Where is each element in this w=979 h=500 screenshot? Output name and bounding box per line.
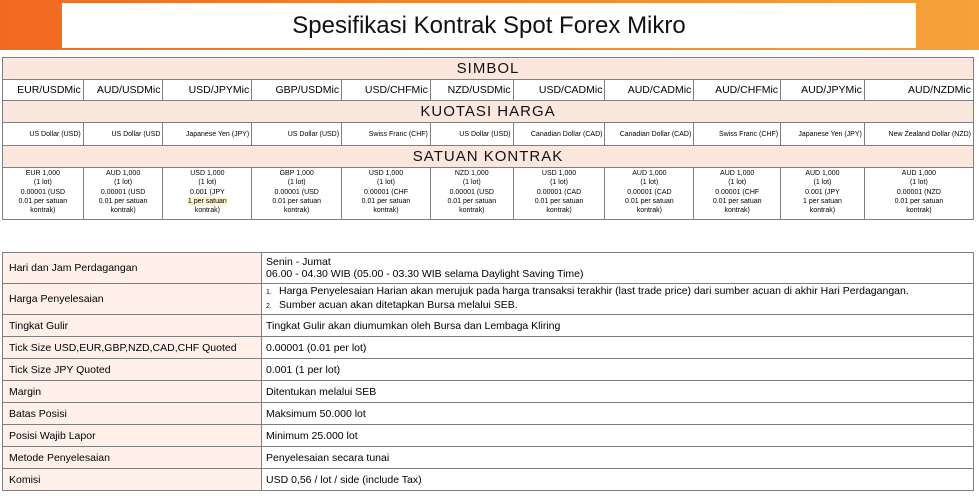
- unit-line: 0.01 per satuan: [894, 197, 944, 205]
- unit-heading-row: [3, 146, 974, 168]
- unit-line: (1 lot): [377, 179, 395, 187]
- unit-line: 1 per satuan: [802, 197, 842, 205]
- quote-cell: Japanese Yen (JPY): [781, 123, 865, 146]
- detail-value: [262, 253, 974, 284]
- unit-line: USD 1,000: [368, 170, 404, 177]
- symbol-row: [3, 80, 974, 101]
- unit-line: 0.00001 (USD: [274, 188, 319, 196]
- unit-line: kontrak): [110, 207, 136, 215]
- unit-line: AUD 1,000: [632, 170, 667, 177]
- unit-line: USD 1,000: [190, 170, 225, 177]
- detail-label: Posisi Wajib Lapor: [3, 425, 262, 447]
- detail-value: [262, 337, 974, 359]
- detail-label: Harga Penyelesaian: [3, 284, 262, 315]
- detail-value: [262, 425, 974, 447]
- symbol-cell: USD/JPYMic: [163, 80, 252, 101]
- detail-label: Batas Posisi: [3, 403, 262, 425]
- unit-line: 0.00001 (CHF: [364, 188, 408, 196]
- unit-cell: [864, 168, 973, 220]
- unit-line: 0.01 per satuan: [447, 197, 497, 205]
- unit-line: kontrak): [284, 207, 310, 215]
- symbol-cell: AUD/JPYMic: [781, 80, 865, 101]
- unit-line: 0.00001 (CHF: [715, 188, 760, 196]
- detail-label: Tick Size USD,EUR,GBP,NZD,CAD,CHF Quoted: [3, 337, 262, 359]
- unit-line: (1 lot): [114, 179, 133, 187]
- unit-line: 0.00001 (USD: [449, 188, 494, 196]
- unit-line: 0.00001 (USD: [20, 188, 66, 196]
- unit-cell: [3, 168, 84, 220]
- detail-value-line: Penyelesaian secara tunai: [266, 451, 390, 464]
- unit-line: (1 lot): [550, 179, 568, 187]
- symbol-heading: SIMBOL: [3, 58, 974, 80]
- unit-line: (1 lot): [287, 179, 306, 187]
- detail-value: [262, 403, 974, 425]
- detail-value-line: 0.00001 (0.01 per lot): [266, 341, 367, 354]
- unit-line: AUD 1,000: [805, 170, 840, 177]
- unit-line: (1 lot): [462, 179, 481, 187]
- detail-row: [3, 359, 974, 381]
- quote-cell: Swiss Franc (CHF): [694, 123, 781, 146]
- detail-value: [262, 447, 974, 469]
- unit-line: (1 lot): [640, 179, 659, 187]
- unit-cell: [781, 168, 865, 220]
- unit-line: kontrak): [546, 207, 572, 215]
- quote-cell: New Zealand Dollar (NZD): [864, 123, 973, 146]
- detail-row: [3, 315, 974, 337]
- unit-cell: [513, 168, 605, 220]
- numbered-item: [266, 285, 973, 299]
- detail-label: Komisi: [3, 469, 262, 491]
- unit-line: 0.00001 (CAD: [627, 188, 672, 196]
- detail-value: [262, 284, 974, 315]
- detail-label: Margin: [3, 381, 262, 403]
- detail-row: [3, 447, 974, 469]
- item-number: 1.: [266, 289, 272, 296]
- detail-value-line: Minimum 25.000 lot: [266, 429, 358, 442]
- quote-cell: US Dollar (USD): [3, 123, 84, 146]
- detail-label: Hari dan Jam Perdagangan: [3, 253, 262, 284]
- unit-line: 0.001 (JPY: [805, 188, 840, 196]
- unit-line: 0.01 per satuan: [18, 197, 68, 205]
- unit-line: AUD 1,000: [720, 170, 755, 177]
- item-text: Sumber acuan akan ditetapkan Bursa melalui SEB.: [279, 299, 518, 311]
- unit-line: GBP 1,000: [279, 170, 314, 177]
- symbol-heading-row: [3, 58, 974, 80]
- detail-value: [262, 469, 974, 491]
- detail-value-line: Maksimum 50.000 lot: [266, 407, 366, 420]
- quote-cell: Japanese Yen (JPY): [163, 123, 252, 146]
- detail-row: [3, 284, 974, 315]
- unit-line: 0.01 per satuan: [712, 197, 762, 205]
- detail-value-line: 06.00 - 04.30 WIB (05.00 - 03.30 WIB selama Daylight Saving Time): [266, 268, 584, 280]
- unit-cell: [430, 168, 513, 220]
- detail-row: [3, 403, 974, 425]
- detail-value-line: USD 0,56 / lot / side (include Tax): [266, 473, 422, 486]
- detail-value-line: Tingkat Gulir akan diumumkan oleh Bursa dan Lembaga Kliring: [266, 319, 561, 332]
- detail-label: Tingkat Gulir: [3, 315, 262, 337]
- detail-label: Tick Size JPY Quoted: [3, 359, 262, 381]
- symbol-cell: AUD/USDMic: [83, 80, 163, 101]
- quote-row: [3, 123, 974, 146]
- detail-row: [3, 469, 974, 491]
- detail-row: [3, 425, 974, 447]
- quote-cell: US Dollar (USD: [83, 123, 163, 146]
- unit-line: kontrak): [30, 207, 56, 215]
- unit-line: AUD 1,000: [901, 170, 937, 177]
- detail-row: [3, 337, 974, 359]
- unit-row: [3, 168, 974, 220]
- unit-line: kontrak): [809, 207, 836, 215]
- unit-line: 0.00001 (CAD: [536, 188, 582, 196]
- symbol-cell: AUD/NZDMic: [864, 80, 973, 101]
- unit-line: (1 lot): [198, 179, 217, 187]
- unit-cell: [342, 168, 431, 220]
- detail-value: [262, 381, 974, 403]
- unit-cell: [605, 168, 694, 220]
- unit-line: kontrak): [194, 207, 220, 215]
- symbol-cell: USD/CADMic: [513, 80, 605, 101]
- unit-line: AUD 1,000: [105, 170, 141, 177]
- symbol-cell: GBP/USDMic: [252, 80, 342, 101]
- symbol-cell: EUR/USDMic: [3, 80, 84, 101]
- unit-line: 0.00001 (USD: [100, 188, 146, 196]
- unit-line: kontrak): [724, 207, 750, 215]
- unit-line: kontrak): [906, 207, 932, 215]
- title-banner: [0, 0, 979, 50]
- unit-line: kontrak): [373, 207, 399, 215]
- item-text: Harga Penyelesaian Harian akan merujuk pada harga transaksi terakhir (last trade price) dari sumber acuan di akhir Hari Perdagangan.: [279, 285, 909, 297]
- symbol-cell: NZD/USDMic: [430, 80, 513, 101]
- title-box: [62, 3, 916, 48]
- unit-line: EUR 1,000: [25, 170, 60, 177]
- quote-heading-row: [3, 101, 974, 123]
- detail-value-line: 0.001 (1 per lot): [266, 363, 341, 376]
- unit-line: 0.00001 (NZD: [896, 188, 941, 196]
- symbol-cell: AUD/CHFMic: [694, 80, 781, 101]
- detail-value: [262, 315, 974, 337]
- unit-line: 0.01 per satuan: [98, 197, 148, 205]
- unit-line: 0.01 per satuan: [534, 197, 584, 205]
- quote-heading: KUOTASI HARGA: [3, 101, 974, 123]
- symbol-cell: AUD/CADMic: [605, 80, 694, 101]
- numbered-item: [266, 299, 973, 313]
- detail-value-line: Ditentukan melalui SEB: [266, 385, 377, 398]
- unit-line: 0.01 per satuan: [272, 197, 321, 205]
- unit-line: kontrak): [459, 207, 485, 215]
- unit-cell: [252, 168, 342, 220]
- item-number: 2.: [266, 303, 272, 310]
- unit-line: (1 lot): [33, 179, 52, 187]
- detail-value-line: Senin - Jumat: [266, 256, 331, 268]
- page-title: Spesifikasi Kontrak Spot Forex Mikro: [292, 11, 686, 39]
- unit-line: (1 lot): [813, 179, 832, 187]
- unit-line-highlight: 1 per satuan: [187, 197, 227, 205]
- trading-details-table: [2, 252, 974, 491]
- unit-heading: SATUAN KONTRAK: [3, 146, 974, 168]
- unit-cell: [83, 168, 163, 220]
- quote-cell: US Dollar (USD): [252, 123, 342, 146]
- detail-label: Metode Penyelesaian: [3, 447, 262, 469]
- unit-line: (1 lot): [909, 179, 928, 187]
- detail-row: [3, 381, 974, 403]
- unit-line: [163, 197, 251, 206]
- quote-cell: Canadian Dollar (CAD): [605, 123, 694, 146]
- unit-line: 0.001 (JPY: [190, 188, 225, 196]
- unit-cell: [163, 168, 252, 220]
- symbol-cell: USD/CHFMic: [342, 80, 431, 101]
- contract-spec-table: [2, 57, 974, 220]
- quote-cell: Canadian Dollar (CAD): [513, 123, 605, 146]
- unit-line: (1 lot): [728, 179, 747, 187]
- unit-line: 0.01 per satuan: [625, 197, 674, 205]
- detail-value: [262, 359, 974, 381]
- unit-cell: [694, 168, 781, 220]
- detail-row: [3, 253, 974, 284]
- quote-cell: Swiss Franc (CHF): [342, 123, 431, 146]
- quote-cell: US Dollar (USD): [430, 123, 513, 146]
- unit-line: USD 1,000: [541, 170, 577, 177]
- unit-line: 0.01 per satuan: [361, 197, 411, 205]
- unit-line: NZD 1,000: [454, 170, 489, 177]
- unit-line: kontrak): [636, 207, 663, 215]
